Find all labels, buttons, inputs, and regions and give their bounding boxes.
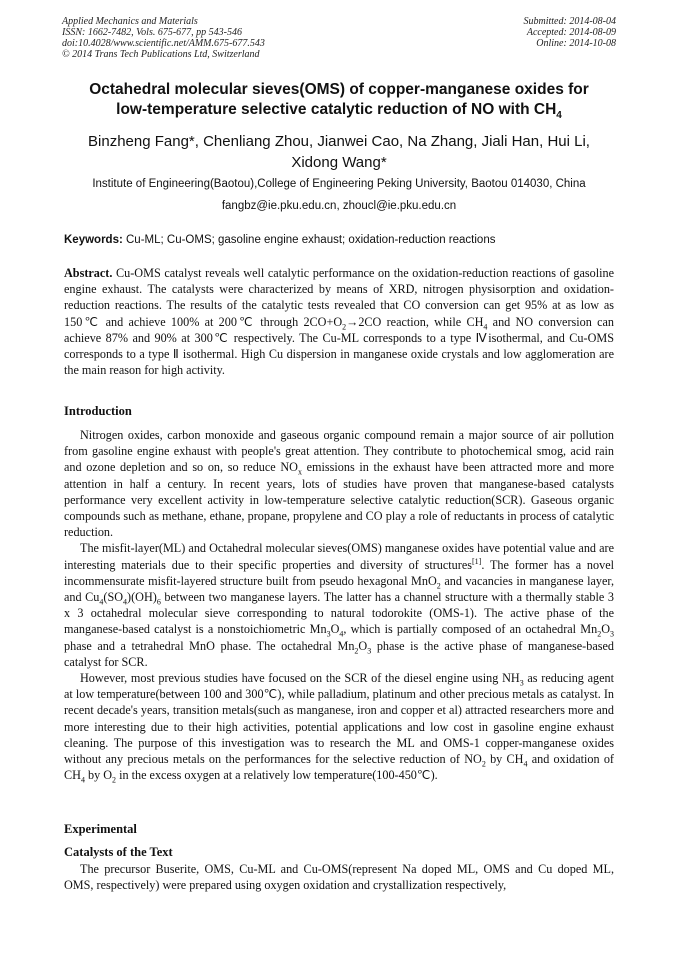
abstract: Abstract. Cu-OMS catalyst reveals well catalytic performance on the oxidation-reduction reactions of gasoline engine exhaust. The catalysts were characterized by means of XRD, nitrogen physisorption and oxidation-reduction reactions. The results of the catalytic tests revealed that CO conversion can get 95% at as low as 150℃ and achieve 100% at 200℃ through $2CO+O_2\to 2CO$ reaction, while $CH_4$ and NO conversion can achieve 87% and 90% at 300℃ respectively. The Cu-ML corresponds to a type Ⅳisothermal, and Cu-OMS corresponds to a type Ⅱ isothermal. High Cu dispersion in manganese oxide crystals and low agglomeration are the main reason for high activity. bbox=[64, 266, 614, 378]
title-line-1: Octahedral molecular sieves(OMS) of copper-manganese oxides for bbox=[89, 81, 589, 98]
subsection-heading-catalysts: Catalysts of the Text bbox=[64, 845, 173, 859]
doi-line: doi:10.4028/www.scientific.net/AMM.675-677.543 bbox=[62, 38, 265, 49]
section-heading-experimental: Experimental bbox=[64, 822, 137, 836]
online-date: Online: 2014-10-08 bbox=[536, 38, 616, 49]
author-list bbox=[40, 131, 638, 173]
journal-info bbox=[62, 16, 265, 60]
intro-paragraph-2: The misfit-layer(ML) and Octahedral molecular sieves(OMS) manganese oxides have potential value and are interesting materials due to their specific properties and diversity of structures[1]. The former has a novel incommensurate misfit-layered structure built from pseudo hexagonal MnO$_2$ and vacancies in manganese layer, and $Cu_4(SO_4)(OH)_6$ between two manganese layers. The latter has a channel structure with a thermally stable 3 x 3 octahedral molecular sieve corresponding to natural todorokite (OMS-1). The active phase of the manganese-based catalyst is a nonstoichiometric $Mn_3O_4$, which is partially composed of an octahedral $Mn_2O_3$ phase and a tetrahedral MnO phase. The octahedral $Mn_2O_3$ phase is the active phase of manganese-based catalyst for SCR. bbox=[64, 541, 615, 669]
intro-paragraph-3: However, most previous studies have focused on the SCR of the diesel engine using $NH_3$ as reducing agent at low temperature(between 100 and 300℃), while palladium, platinum and other precious metals as catalyst. In recent decade's years, transition metals(such as manganese, iron and copper et al) attracted researchers more and more interesting due to their high activities, potential applications and low cost in gasoline engine exhaust cleaning. The purpose of this investigation was to research the ML and OMS-1 copper-manganese oxides without any precious metals on the performances for the selective reduction of $NO_2$ by $CH_4$ and oxidation of $CH_4$ by $O_2$ in the excess oxygen at a relatively low temperature(100-450℃). bbox=[64, 671, 614, 785]
title-line-2: low-temperature selective catalytic reduction of NO with $CH_4$ bbox=[116, 101, 562, 122]
citation-ref: [1] bbox=[471, 556, 482, 566]
submission-dates bbox=[524, 16, 617, 49]
catalysts-paragraph-1: The precursor Buserite, OMS, Cu-ML and Cu-OMS(represent Na doped ML, OMS and Cu doped ML, OMS, respectively) were prepared using oxygen oxidation and crystallization respectively, bbox=[64, 862, 614, 893]
affiliation: Institute of Engineering(Baotou),College of Engineering Peking University, Baotou 014030, China bbox=[92, 178, 586, 190]
intro-paragraph-1: Nitrogen oxides, carbon monoxide and gaseous organic compound remain a major source of air pollution from gasoline engine exhaust with people's great attention. They contribute to photochemical smog, acid rain and ozone depletion and so on, so reduce $NO_x$ emissions in the exhaust have been attracted more and more attention in half a century. In recent years, lots of studies have proven that manganese-based catalysts performance very excellent activity in low-temperature selective catalytic reduction(SCR). Gaseous organic compounds such as methane, ethane, propane, propylene and CO play a role of reductants in process of catalytic reduction. bbox=[64, 428, 614, 540]
introduction-body bbox=[64, 427, 614, 783]
journal-name: Applied Mechanics and Materials bbox=[62, 16, 198, 27]
keywords-label: Keywords: bbox=[64, 234, 123, 246]
section-heading-introduction: Introduction bbox=[64, 404, 132, 418]
keywords bbox=[64, 233, 614, 247]
authors-line-2: Xidong Wang* bbox=[291, 154, 387, 171]
submitted-date: Submitted: 2014-08-04 bbox=[523, 16, 616, 27]
keywords-text: Cu-ML; Cu-OMS; gasoline engine exhaust; oxidation-reduction reactions bbox=[122, 234, 496, 246]
issn-line: ISSN: 1662-7482, Vols. 675-677, pp 543-546 bbox=[62, 27, 242, 38]
authors-line-1: Binzheng Fang*, Chenliang Zhou, Jianwei Cao, Na Zhang, Jiali Han, Hui Li, bbox=[88, 133, 590, 150]
catalysts-body bbox=[64, 861, 614, 893]
accepted-date: Accepted: 2014-08-09 bbox=[526, 27, 616, 38]
copyright-line: © 2014 Trans Tech Publications Ltd, Switzerland bbox=[62, 49, 260, 60]
author-emails: fangbz@ie.pku.edu.cn, zhoucl@ie.pku.edu.cn bbox=[221, 200, 457, 212]
abstract-label: Abstract. bbox=[64, 266, 113, 280]
paper-title bbox=[40, 80, 638, 120]
